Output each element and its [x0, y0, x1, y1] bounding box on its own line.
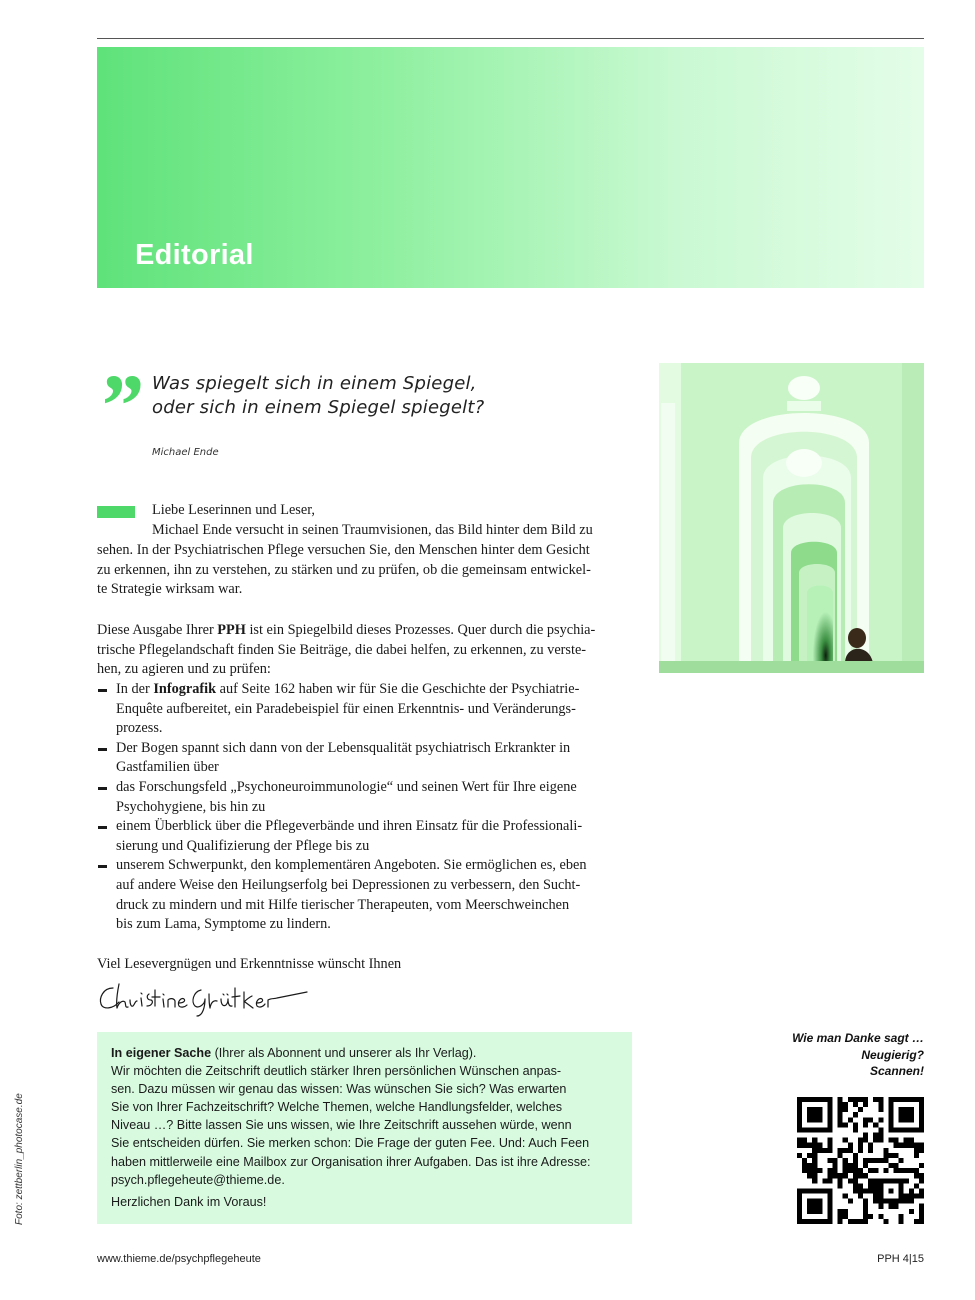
- info-box-thanks: Herzlichen Dank im Voraus!: [111, 1194, 267, 1209]
- list-item: das Forschungsfeld „Psychoneuroimmunologie“ und seinen Wert für Ihre eigene Psychohygiene, bis hin zu: [97, 778, 637, 817]
- list-item: einem Überblick über die Pflegeverbände und ihren Einsatz für die Professionali- sierung und Qualifizierung der Pflege bis zu: [97, 817, 637, 856]
- qr-code[interactable]: [797, 1097, 924, 1224]
- accent-bar: [97, 506, 135, 518]
- quote-line-2: oder sich in einem Spiegel spiegelt?: [152, 397, 485, 418]
- bullet-dash-icon: [98, 865, 107, 868]
- signature: [97, 982, 312, 1018]
- bullet-dash-icon: [98, 689, 107, 692]
- qr-caption: Wie man Danke sagt … Neugierig? Scannen!: [792, 1031, 924, 1078]
- list-item: In der Infografik auf Seite 162 haben wir für Sie die Geschichte der Psychiatrie- Enquête aufbereitet, ein Paradebeispiel für einen Erkenntnis- und Veränderungs- prozess.: [97, 680, 637, 739]
- section-banner: [97, 47, 924, 288]
- quote-mark: ”: [97, 357, 142, 456]
- brand-name: PPH: [217, 622, 246, 638]
- info-box-content: In eigener Sache (Ihrer als Abonnent und unserer als Ihr Verlag). Wir möchten die Zeitschrift deutlich stärker Ihren persönlichen Wünschen anpas- sen. Dazu müssen wir genau das wissen: Was wünschen Sie sich? Was erwarten Sie von Ihrer Fachzeitschrift? Welche Themen, welche Handlungsfelder, welches Niveau …? Bitte lassen Sie uns wissen, wie Ihre Zeitschrift aussehen würde, wenn Sie entscheiden dürfen. Sie merken schon: Die Frage der guten Fee. Und: Auch Feen haben mittlerweile eine Mailbox zur Organisation ihrer Aufgaben. Das ist ihre Adresse: psych.pflegeheute@thieme.de. Herzlichen Dank im Voraus!: [111, 1044, 626, 1211]
- footer-url[interactable]: www.thieme.de/psychpflegeheute: [97, 1253, 261, 1265]
- section-title: Editorial: [135, 239, 254, 271]
- quote-author: Michael Ende: [152, 447, 219, 458]
- info-box: [97, 1032, 632, 1224]
- bullet-dash-icon: [98, 748, 107, 751]
- closing-line: Viel Lesevergnügen und Erkenntnisse wünscht Ihnen: [97, 956, 402, 972]
- photo-credit: Foto: zettberlin_photocase.de: [14, 1093, 25, 1225]
- list-item: unserem Schwerpunkt, den komplementären Angeboten. Sie ermöglichen es, eben auf andere Weise den Heilungserfolg bei Depressionen zu verbessern, den Sucht- druck zu mindern und mit Hilfe tierischer Therapeuten, vom Meerschweinchen bis zum Lama, Symptome zu lindern.: [97, 856, 637, 934]
- quote-line-1: Was spiegelt sich in einem Spiegel,: [152, 373, 477, 394]
- email-link[interactable]: psych.pflegeheute@thieme.de.: [111, 1172, 285, 1187]
- list-item: Der Bogen spannt sich dann von der Lebensqualität psychiatrisch Erkrankter in Gastfamilien über: [97, 739, 637, 778]
- quote-text: [152, 372, 512, 420]
- paragraph-1-first-line: Michael Ende versucht in seinen Traumvisionen, das Bild hinter dem Bild zu: [152, 522, 593, 538]
- mirror-arches-photo: [659, 363, 924, 673]
- paragraph-1: sehen. In der Psychiatrischen Pflege versuchen Sie, den Menschen hinter dem Gesicht zu erkennen, ihn zu verstehen, zu stärken und zu prüfen, ob die gemeinsam entwickel- te Strategie wirksam war.: [97, 542, 591, 598]
- bullet-dash-icon: [98, 787, 107, 790]
- bullet-list: [97, 680, 637, 935]
- info-box-heading: In eigener Sache: [111, 1046, 212, 1060]
- footer-page-number: PPH 4|15: [877, 1253, 924, 1265]
- bullet-dash-icon: [98, 826, 107, 829]
- top-rule: [97, 38, 924, 39]
- paragraph-2: Diese Ausgabe Ihrer PPH ist ein Spiegelbild dieses Prozesses. Quer durch die psychia- trische Pflegelandschaft finden Sie Beiträge, die dabei helfen, zu erkennen, zu verste- hen, zu agieren und zu prüfen:: [97, 622, 596, 678]
- salutation: Liebe Leserinnen und Leser,: [152, 502, 315, 518]
